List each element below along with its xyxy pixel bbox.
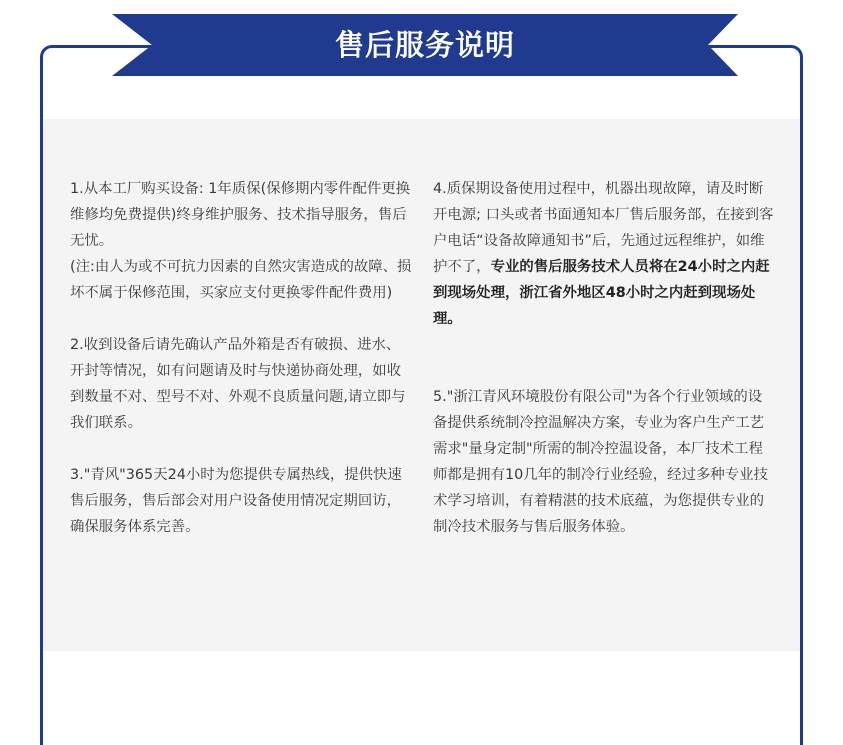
left-column	[70, 176, 412, 540]
service-item-1: 1.从本工厂购买设备: 1年质保(保修期内零件配件更换维修均免费提供)终身维护服务、技术指导服务，售后无忧。	[70, 181, 411, 249]
service-item-3: 3."青风"365天24小时为您提供专属热线，提供快速售后服务，售后部会对用户设备使用情况定期回访，确保服务体系完善。	[70, 467, 402, 535]
service-item-4	[433, 176, 775, 332]
service-item-4-commitment: 专业的售后服务技术人员将在24小时之内赶到现场处理，浙江省外地区48小时之内赶到现场处理。	[433, 259, 770, 327]
title-banner	[112, 14, 738, 76]
right-column	[433, 176, 775, 540]
service-item-5: 5."浙江青风环境股份有限公司"为各个行业领域的设备提供系统制冷控温解决方案，专业为客户生产工艺需求"量身定制"所需的制冷控温设备，本厂技术工程师都是拥有10几年的制冷行业经验，经过多种专业技术学习培训，有着精湛的技术底蕴，为您提供专业的制冷技术服务与售后服务体验。	[433, 389, 768, 535]
page-title: 售后服务说明	[334, 28, 515, 62]
service-item-1-note: (注:由人为或不可抗力因素的自然灾害造成的故障、损坏不属于保修范围，买家应支付更换零件配件费用)	[70, 259, 412, 301]
service-item-4-text: 4.质保期设备使用过程中，机器出现故障，请及时断开电源; 口头或者书面通知本厂售后服务部，在接到客户电话“设备故障通知书”后，先通过远程维护，如维护不了，	[433, 181, 774, 275]
service-item-2: 2.收到设备后请先确认产品外箱是否有破损、进水、开封等情况，如有问题请及时与快递协商处理，如收到数量不对、型号不对、外观不良质量问题,请立即与我们联系。	[70, 337, 406, 431]
